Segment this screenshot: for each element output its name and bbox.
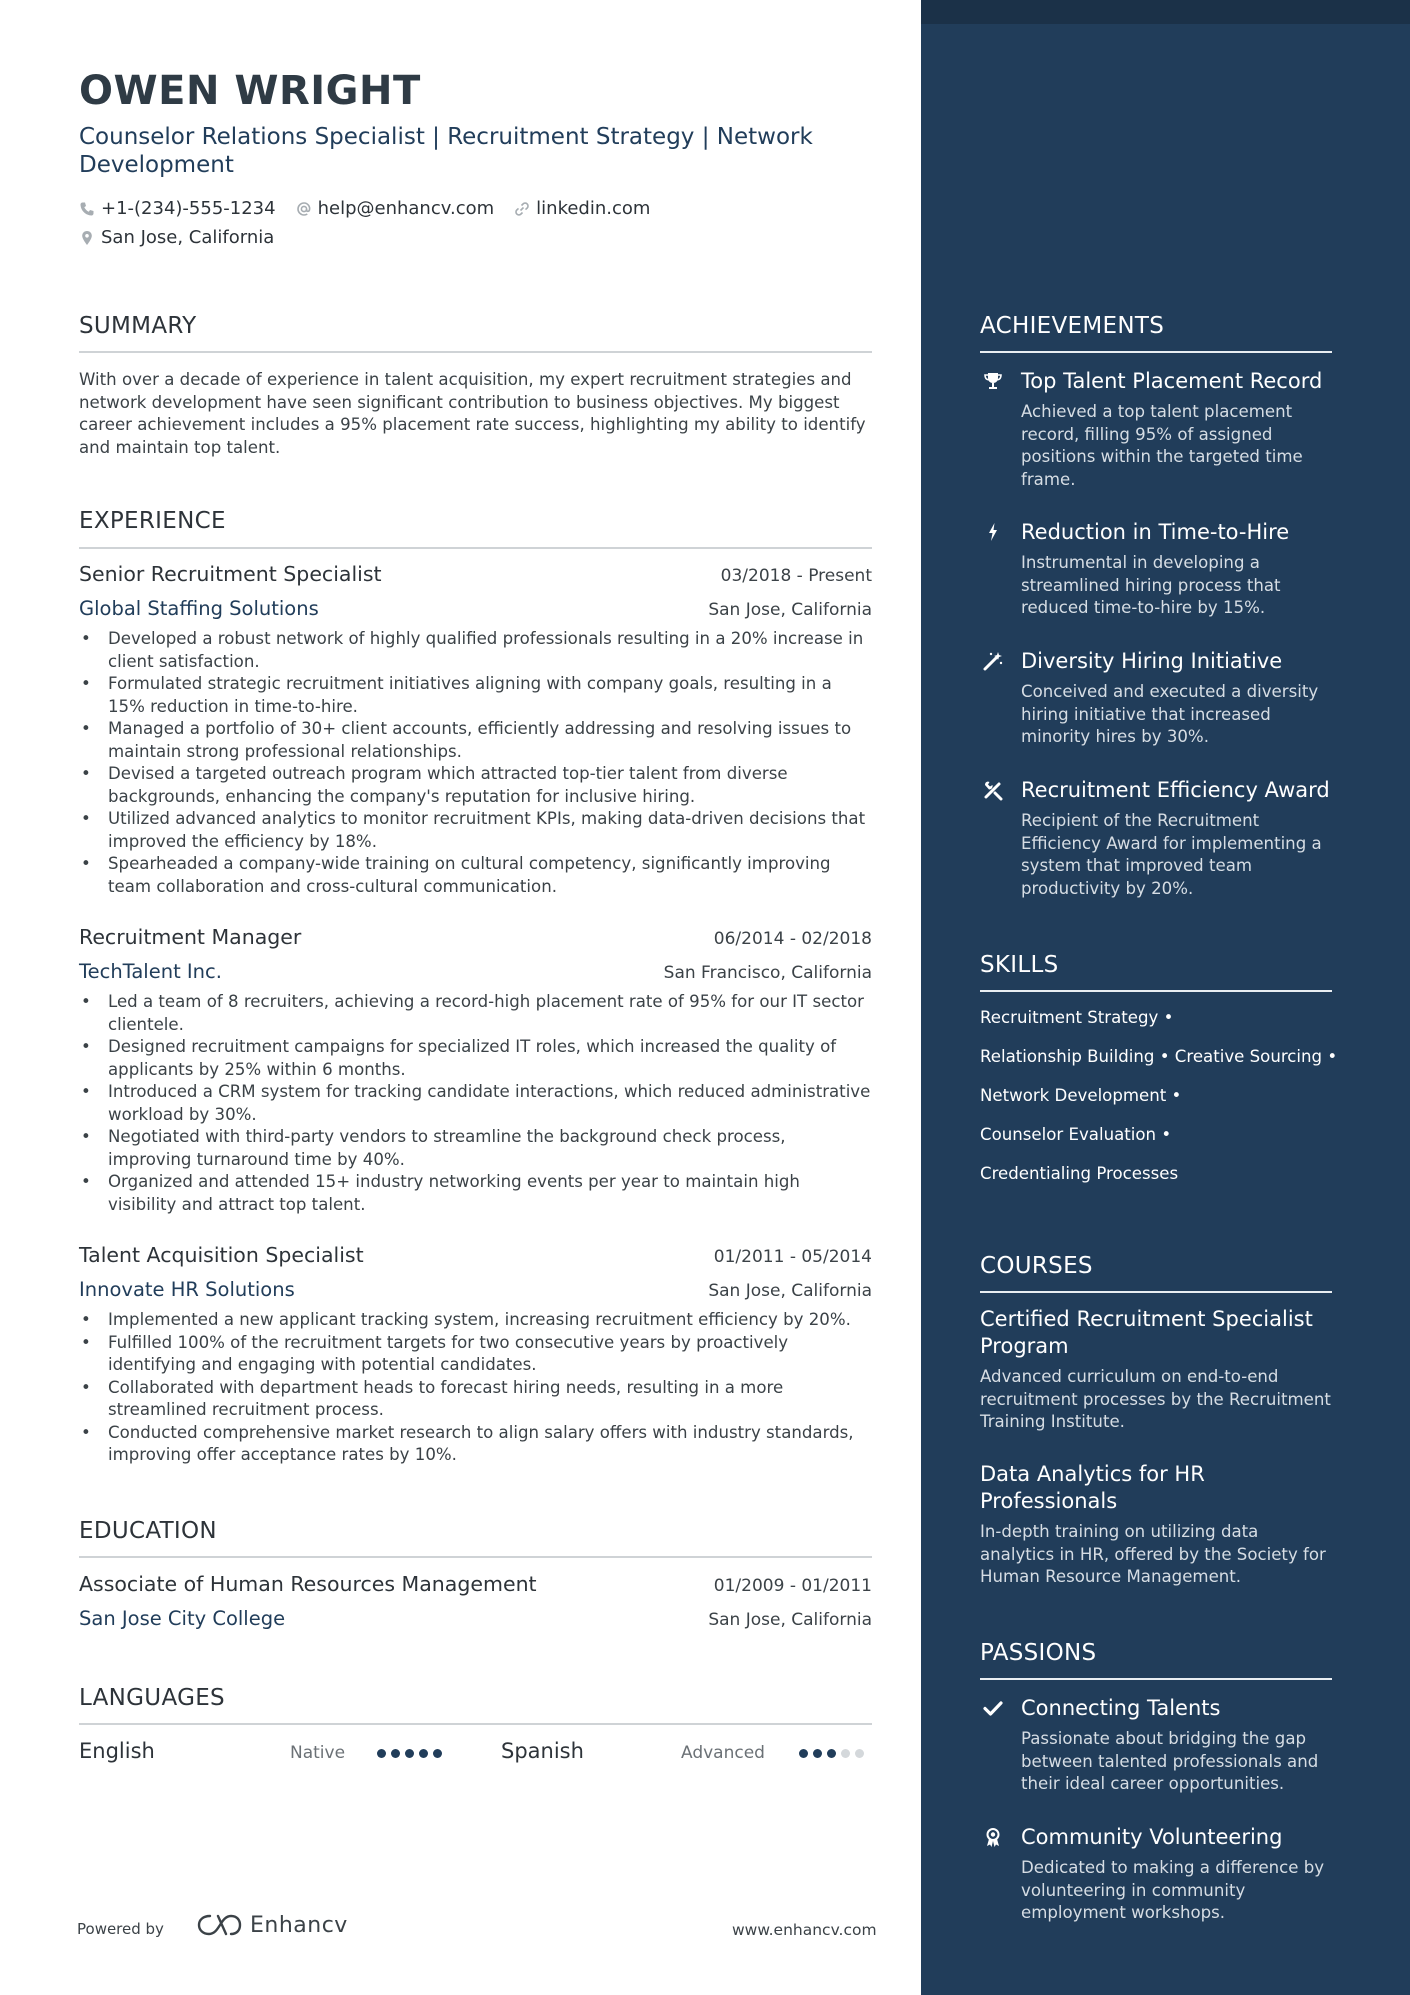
job-dates: 06/2014 - 02/2018 bbox=[713, 929, 872, 949]
skill-label: Relationship Building bbox=[980, 1047, 1155, 1066]
language-level: Advanced bbox=[681, 1743, 765, 1763]
bullet-item: • Fulfilled 100% of the recruitment targets for two consecutive years by proactively identifying and engaging with potential candidates. bbox=[79, 1332, 872, 1377]
language-name: Spanish bbox=[501, 1739, 584, 1763]
education-entry bbox=[79, 1572, 872, 1630]
achievement-item bbox=[980, 777, 1332, 900]
job-location: San Jose, California bbox=[708, 600, 872, 620]
job-location: San Francisco, California bbox=[663, 963, 872, 983]
degree-title: Associate of Human Resources Management bbox=[79, 1572, 537, 1596]
enhancv-logo-icon bbox=[196, 1912, 242, 1938]
candidate-headline: Counselor Relations Specialist | Recruitment Strategy | Network Development bbox=[79, 124, 813, 178]
language-name: English bbox=[79, 1739, 155, 1763]
location-text: San Jose, California bbox=[101, 227, 275, 248]
footer-url[interactable]: www.enhancv.com bbox=[732, 1921, 877, 1939]
passions-divider bbox=[980, 1678, 1332, 1680]
skill-label: Recruitment Strategy bbox=[980, 1008, 1159, 1027]
rating-dot bbox=[391, 1749, 400, 1758]
languages-divider bbox=[79, 1723, 872, 1725]
rating-dot bbox=[799, 1749, 808, 1758]
passions-heading: PASSIONS bbox=[980, 1640, 1097, 1666]
job-location: San Jose, California bbox=[708, 1281, 872, 1301]
contact-row bbox=[79, 198, 670, 219]
job-title: Senior Recruitment Specialist bbox=[79, 562, 382, 586]
achievement-desc: Instrumental in developing a streamlined hiring process that reduced time-to-hire by 15%. bbox=[1021, 553, 1281, 617]
school-location: San Jose, California bbox=[708, 1610, 872, 1630]
education-dates: 01/2009 - 01/2011 bbox=[713, 1576, 872, 1596]
job-company: Global Staffing Solutions bbox=[79, 597, 319, 620]
bullet-item: • Spearheaded a company-wide training on cultural competency, significantly improving team collaboration and cross-cultural communication. bbox=[79, 853, 872, 898]
location-pin-icon bbox=[79, 230, 95, 246]
summary-text: With over a decade of experience in talent acquisition, my expert recruitment strategies and network development have seen significant contribution to business objectives. My biggest career achievement includes a 95% placement rate success, highlighting my ability to identify and maintain top talent. bbox=[79, 370, 866, 457]
summary-divider bbox=[79, 351, 872, 353]
job-entry bbox=[79, 925, 872, 1216]
trophy-icon bbox=[980, 368, 1006, 394]
phone-text: +1-(234)-555-1234 bbox=[101, 198, 276, 219]
passion-item bbox=[980, 1824, 1332, 1925]
course-item bbox=[980, 1306, 1332, 1434]
email-text: help@enhancv.com bbox=[317, 198, 495, 219]
link-icon bbox=[514, 201, 530, 217]
passion-desc: Passionate about bridging the gap between talented professionals and their ideal career opportunities. bbox=[1021, 1729, 1319, 1793]
rating-dot bbox=[855, 1749, 864, 1758]
course-desc: Advanced curriculum on end-to-end recruitment processes by the Recruitment Training Institute. bbox=[980, 1367, 1331, 1431]
courses-heading: COURSES bbox=[980, 1253, 1093, 1279]
skill-item: Counselor Evaluation • bbox=[980, 1125, 1172, 1144]
achievement-title: Top Talent Placement Record bbox=[1021, 369, 1323, 393]
language-level: Native bbox=[290, 1743, 346, 1763]
experience-heading: EXPERIENCE bbox=[79, 508, 226, 534]
achievement-item bbox=[980, 519, 1332, 620]
rating-dot bbox=[827, 1749, 836, 1758]
bullet-item: • Formulated strategic recruitment initiatives aligning with company goals, resulting in a 15% reduction in time-to-hire. bbox=[79, 673, 872, 718]
sidebar bbox=[921, 0, 1410, 1995]
job-dates: 01/2011 - 05/2014 bbox=[713, 1247, 872, 1267]
sidebar-top-bar bbox=[921, 0, 1410, 24]
course-title: Data Analytics for HR Professionals bbox=[980, 1462, 1205, 1513]
contact-row-2 bbox=[79, 227, 294, 248]
passion-title: Connecting Talents bbox=[1021, 1696, 1221, 1720]
skill-label: Network Development bbox=[980, 1086, 1167, 1105]
rating-dot bbox=[377, 1749, 386, 1758]
rating-dot bbox=[419, 1749, 428, 1758]
bullet-item: • Conducted comprehensive market research to align salary offers with industry standards, improving offer acceptance rates by 10%. bbox=[79, 1422, 872, 1467]
skill-item: Network Development • bbox=[980, 1086, 1182, 1105]
bullet-item: • Implemented a new applicant tracking system, increasing recruitment efficiency by 20%. bbox=[79, 1309, 872, 1332]
lightning-icon bbox=[980, 519, 1006, 545]
bullet-item: • Collaborated with department heads to forecast hiring needs, resulting in a more streamlined recruitment process. bbox=[79, 1377, 872, 1422]
rating-dot bbox=[405, 1749, 414, 1758]
candidate-name: OWEN WRIGHT bbox=[79, 68, 421, 114]
course-item bbox=[980, 1461, 1332, 1589]
at-sign-icon bbox=[296, 201, 312, 217]
education-heading: EDUCATION bbox=[79, 1518, 217, 1544]
achievements-divider bbox=[980, 351, 1332, 353]
skill-label: Credentialing Processes bbox=[980, 1164, 1179, 1183]
link-text: linkedin.com bbox=[536, 198, 651, 219]
skill-label: Creative Sourcing bbox=[1174, 1047, 1323, 1066]
job-title: Recruitment Manager bbox=[79, 925, 302, 949]
contact-link[interactable] bbox=[514, 198, 650, 219]
bullet-item: • Led a team of 8 recruiters, achieving a record-high placement rate of 95% for our IT sector clientele. bbox=[79, 991, 872, 1036]
job-entry bbox=[79, 562, 872, 898]
bullet-item: • Developed a robust network of highly qualified professionals resulting in a 20% increase in client satisfaction. bbox=[79, 628, 872, 673]
rating-dot bbox=[841, 1749, 850, 1758]
achievement-title: Diversity Hiring Initiative bbox=[1021, 649, 1283, 673]
enhancv-brand-text: Enhancv bbox=[250, 1912, 348, 1938]
bullet-item: • Designed recruitment campaigns for specialized IT roles, which increased the quality of applicants by 25% within 6 months. bbox=[79, 1036, 872, 1081]
job-company: TechTalent Inc. bbox=[79, 960, 222, 983]
contact-location bbox=[79, 227, 274, 248]
course-desc: In-depth training on utilizing data analytics in HR, offered by the Society for Human Resource Management. bbox=[980, 1522, 1326, 1586]
bullet-item: • Utilized advanced analytics to monitor recruitment KPIs, making data-driven decisions that improved the efficiency by 18%. bbox=[79, 808, 872, 853]
job-entry bbox=[79, 1243, 872, 1467]
bullet-item: • Organized and attended 15+ industry networking events per year to maintain high visibility and attract top talent. bbox=[79, 1171, 872, 1216]
experience-divider bbox=[79, 547, 872, 549]
tools-icon bbox=[980, 777, 1006, 803]
languages-heading: LANGUAGES bbox=[79, 1685, 225, 1711]
bullet-item: • Introduced a CRM system for tracking candidate interactions, which reduced administrative workload by 30%. bbox=[79, 1081, 872, 1126]
job-bullets bbox=[79, 628, 872, 898]
enhancv-logo[interactable] bbox=[196, 1912, 348, 1938]
contact-email[interactable] bbox=[296, 198, 495, 219]
achievement-item bbox=[980, 648, 1332, 749]
achievement-desc: Achieved a top talent placement record, filling 95% of assigned positions within the targeted time frame. bbox=[1021, 402, 1303, 489]
phone-icon bbox=[79, 201, 95, 217]
achievement-item bbox=[980, 368, 1332, 491]
language-rating bbox=[799, 1749, 869, 1758]
rating-dot bbox=[433, 1749, 442, 1758]
achievements-heading: ACHIEVEMENTS bbox=[980, 313, 1165, 339]
bullet-item: • Devised a targeted outreach program which attracted top-tier talent from diverse backgrounds, enhancing the company's reputation for inclusive hiring. bbox=[79, 763, 872, 808]
job-dates: 03/2018 - Present bbox=[720, 566, 872, 586]
skill-item bbox=[980, 1164, 1178, 1183]
award-ribbon-icon bbox=[980, 1824, 1006, 1850]
bullet-item: • Managed a portfolio of 30+ client accounts, efficiently addressing and resolving issues to maintain strong professional relationships. bbox=[79, 718, 872, 763]
bullet-item: • Negotiated with third-party vendors to streamline the background check process, improving turnaround time by 40%. bbox=[79, 1126, 872, 1171]
school-name: San Jose City College bbox=[79, 1607, 286, 1630]
job-bullets bbox=[79, 991, 872, 1216]
skill-item: Recruitment Strategy • bbox=[980, 1008, 1174, 1027]
job-title: Talent Acquisition Specialist bbox=[79, 1243, 364, 1267]
courses-divider bbox=[980, 1291, 1332, 1293]
education-divider bbox=[79, 1556, 872, 1558]
job-bullets bbox=[79, 1309, 872, 1467]
contact-phone[interactable] bbox=[79, 198, 276, 219]
language-rating bbox=[377, 1749, 447, 1758]
skills-divider bbox=[980, 990, 1332, 992]
achievement-desc: Conceived and executed a diversity hiring initiative that increased minority hires by 30%. bbox=[1021, 682, 1319, 746]
skill-item: Relationship Building • Creative Sourcing • bbox=[980, 1047, 1338, 1066]
languages-row bbox=[79, 1739, 872, 1769]
magic-wand-icon bbox=[980, 648, 1006, 674]
skills-heading: SKILLS bbox=[980, 952, 1059, 978]
achievement-title: Reduction in Time-to-Hire bbox=[1021, 520, 1290, 544]
achievement-title: Recruitment Efficiency Award bbox=[1021, 778, 1330, 802]
passion-desc: Dedicated to making a difference by volunteering in community employment workshops. bbox=[1021, 1858, 1325, 1922]
checkmark-icon bbox=[980, 1695, 1006, 1721]
job-company: Innovate HR Solutions bbox=[79, 1278, 295, 1301]
course-title: Certified Recruitment Specialist Program bbox=[980, 1307, 1313, 1358]
passion-item bbox=[980, 1695, 1332, 1796]
summary-heading: SUMMARY bbox=[79, 313, 197, 339]
passion-title: Community Volunteering bbox=[1021, 1825, 1283, 1849]
achievement-desc: Recipient of the Recruitment Efficiency Award for implementing a system that improved team productivity by 20%. bbox=[1021, 811, 1322, 898]
skill-label: Counselor Evaluation bbox=[980, 1125, 1157, 1144]
rating-dot bbox=[813, 1749, 822, 1758]
footer-powered-by: Powered by bbox=[77, 1920, 164, 1938]
